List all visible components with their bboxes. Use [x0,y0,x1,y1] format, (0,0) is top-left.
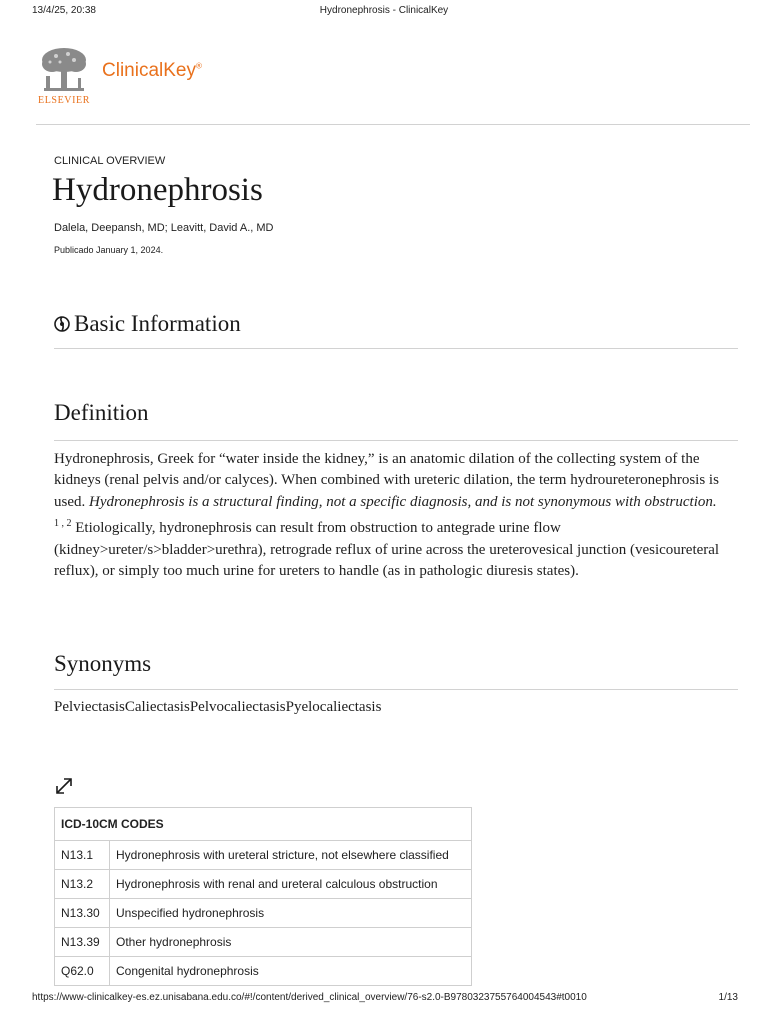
icd-code: N13.30 [55,899,110,928]
print-url: https://www-clinicalkey-es.ez.unisabana.edu.co/#!/content/derived_clinical_overview/76-s2.0-B9780323755764004543#t0010 [32,992,587,1003]
icd-description: Other hydronephrosis [110,928,472,957]
table-row [55,870,472,899]
icd-description: Hydronephrosis with renal and ureteral calculous obstruction [110,870,472,899]
reference-links[interactable]: 1 , 2 [54,518,72,530]
icd-description: Hydronephrosis with ureteral stricture, not elsewhere classified [110,841,472,870]
table-row [55,899,472,928]
table-header-row [55,808,472,841]
clinicalkey-logo[interactable] [36,46,256,108]
definition-heading: Definition [54,400,149,425]
synonym-item: Pelviectasis [54,699,125,715]
article-authors[interactable]: Dalela, Deepansh, MD; Leavitt, David A., MD [54,222,274,234]
article-title: Hydronephrosis [52,172,263,208]
elsevier-tree-logo-icon [36,46,92,94]
icd-code: Q62.0 [55,957,110,986]
print-header [0,0,768,20]
synonym-item: Pyelocaliectasis [285,699,382,715]
icd-code: N13.1 [55,841,110,870]
header-divider [36,124,750,125]
synonym-item: Caliectasis [124,699,190,715]
print-date: 13/4/25, 20:38 [32,5,96,16]
icd-codes-table [54,807,472,986]
basic-info-divider [54,348,738,349]
basic-information-icon [54,316,70,332]
icd-code: N13.2 [55,870,110,899]
synonyms-heading: Synonyms [54,651,152,676]
icd-code: N13.39 [55,928,110,957]
definition-paragraph: Hydronephrosis, Greek for “water inside the kidney,” is an anatomic dilation of the collecting system of the kidneys (renal pelvis and/or calyces). When combined with ureteric dilation, the term hydroureteronephrosis is used. Hydronephrosis is a structural finding, not a specific diagnosis, and is not synonymous with obstruction. $^{1 , 2}$ Etiologically, hydronephrosis can result from obstruction to antegrade urine flow (kidney>ureter/s>bladder>urethra), retrograde reflux of urine across the ureterovesical junction (vesicoureteral reflux), or simply too much urine for ureters to handle (as in pathologic diuresis states). [54,451,720,580]
table-row [55,957,472,986]
print-page-title: Hydronephrosis - ClinicalKey [319,5,449,16]
synonyms-list [54,699,381,716]
print-page-number: 1/13 [718,992,738,1003]
expand-icon[interactable] [55,777,73,795]
synonyms-divider [54,689,738,690]
definition-divider [54,440,738,441]
table-row [55,928,472,957]
table-header: ICD-10CM CODES [55,808,472,841]
table-row [55,841,472,870]
synonym-item: Pelvocaliectasis [189,699,286,715]
icd-description: Unspecified hydronephrosis [110,899,472,928]
article-kicker: CLINICAL OVERVIEW [54,155,166,167]
elsevier-wordmark: ELSEVIER [38,95,91,106]
basic-information-heading: Basic Information [74,311,241,336]
definition-emphasis: Hydronephrosis is a structural finding, not a specific diagnosis, and is not synonymous with obstruction. [89,493,717,510]
print-footer [0,992,768,1008]
clinicalkey-wordmark: ClinicalKey® [102,60,202,81]
section-basic-information[interactable] [54,311,241,337]
icd-description: Congenital hydronephrosis [110,957,472,986]
publication-date: Publicado January 1, 2024. [54,245,164,255]
